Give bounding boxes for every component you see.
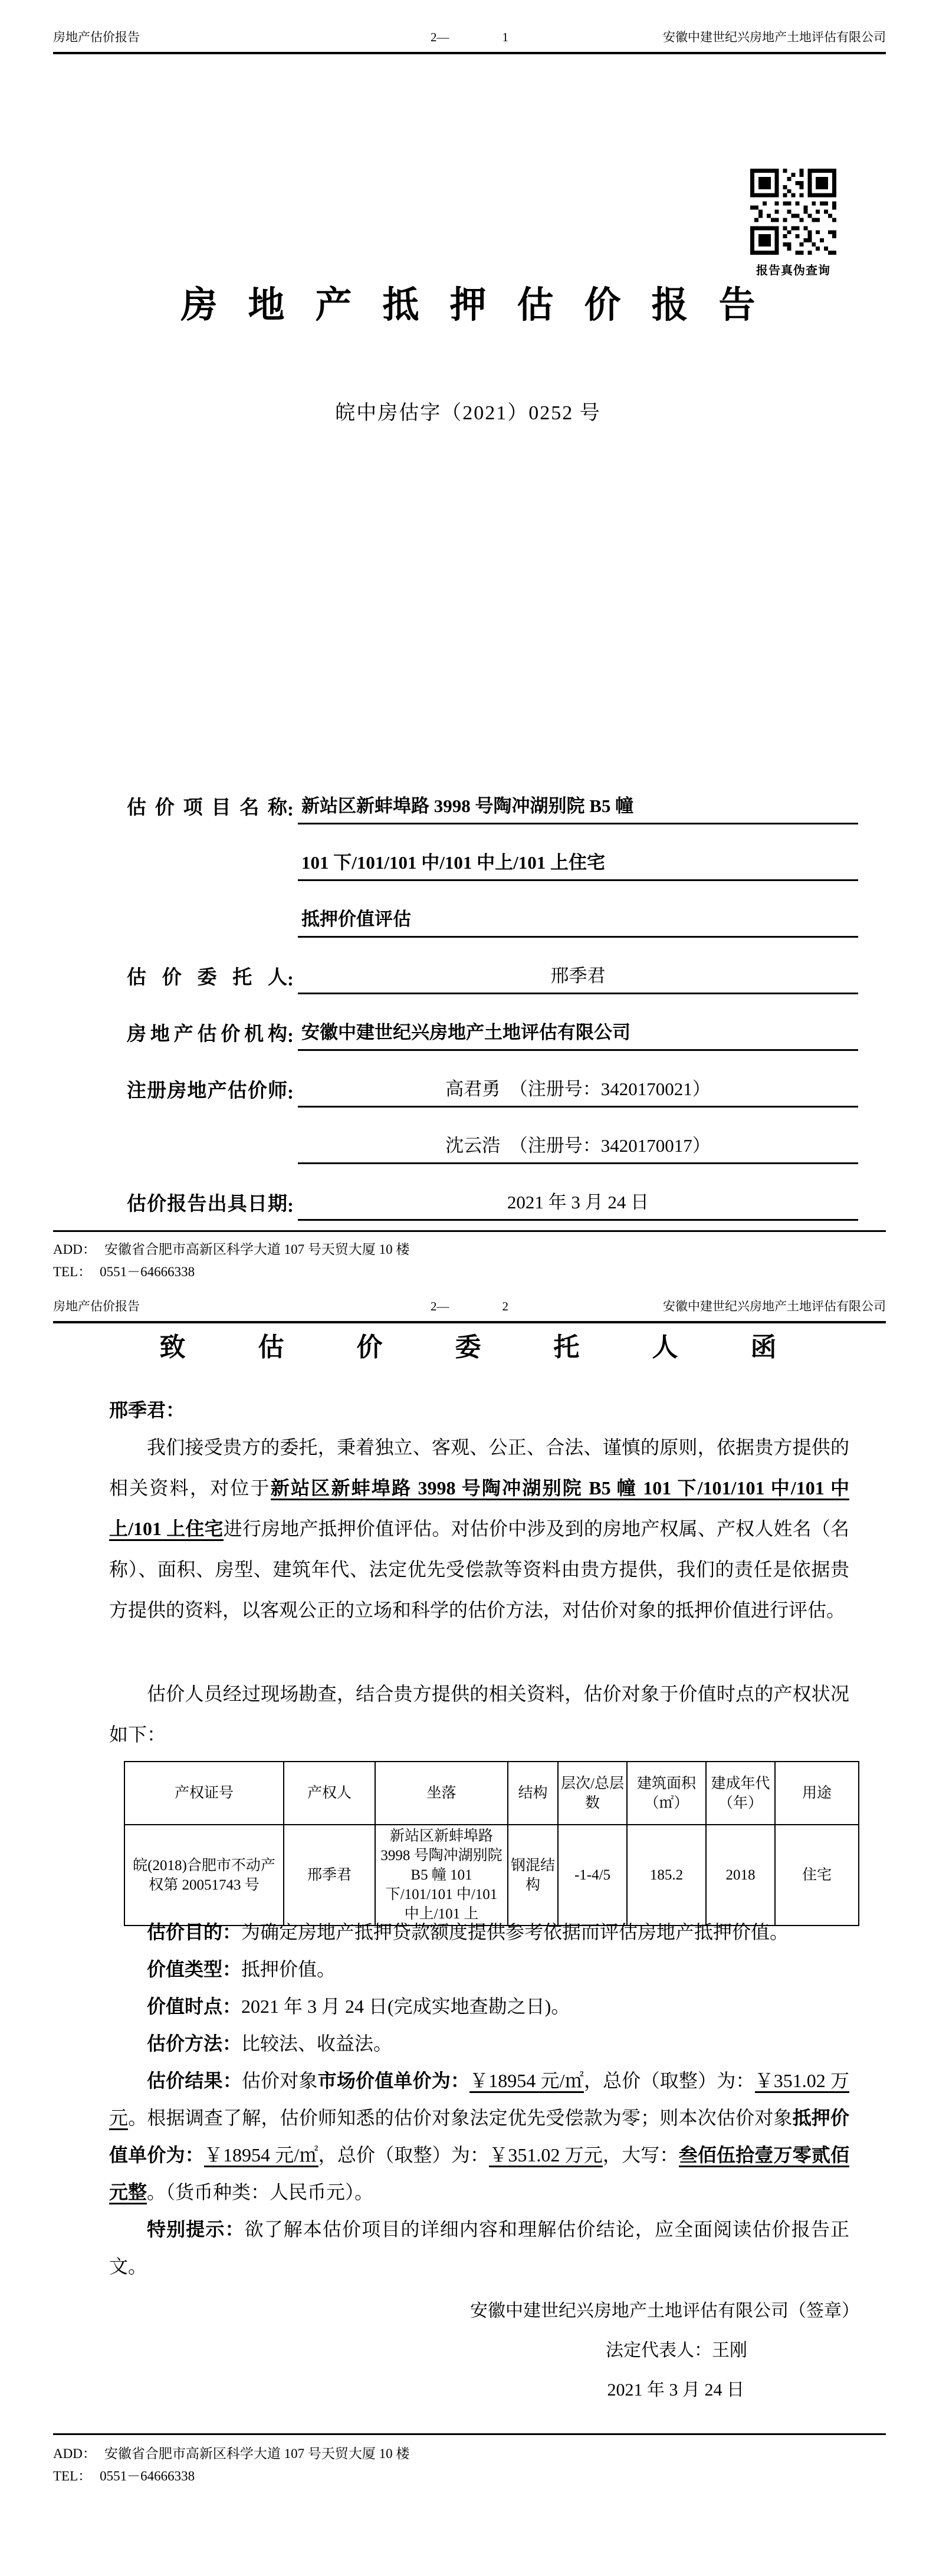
- header-company: 安徽中建世纪兴房地产土地评估有限公司: [663, 30, 886, 44]
- field-project-name-line1: [127, 768, 858, 824]
- field-label: [127, 934, 287, 938]
- field-client: [127, 938, 858, 994]
- letter-salutation: 邢季君：: [109, 1399, 185, 1421]
- col-header-year: 建成年代（年）: [706, 1762, 775, 1825]
- value-type-label: 价值类型：: [147, 1959, 242, 1980]
- header-doc-type: 房地产估价报告: [53, 1299, 140, 1313]
- result-mortgage-unit-price: ￥18954 元/㎡: [204, 2144, 318, 2167]
- cell-year: 2018: [706, 1825, 775, 1926]
- field-project-name-line2: [127, 824, 858, 881]
- field-value: 邢季君: [298, 963, 858, 994]
- field-value: 沈云浩 （注册号：3420170017）: [298, 1133, 858, 1164]
- tel-text: 0551－64666338: [100, 1264, 195, 1279]
- page2-running-header: [53, 1299, 886, 1314]
- result-seg: 。（货币种类：人民币元）。: [147, 2181, 374, 2203]
- footer-address-line: [53, 2443, 886, 2465]
- header-company: 安徽中建世纪兴房地产土地评估有限公司: [663, 1299, 886, 1313]
- address-label: ADD：: [53, 2446, 96, 2461]
- result-seg: ，总价（取整）为：: [583, 2070, 755, 2091]
- header-page-number: [431, 1299, 508, 1314]
- address-text: 安徽省合肥市高新区科学大道 107 号天贸大厦 10 楼: [104, 2446, 410, 2461]
- cell-cert-no: 皖(2018)合肥市不动产权第 20051743 号: [124, 1825, 284, 1926]
- footer-address-line: [53, 1238, 886, 1261]
- page2-footer-rule: [53, 2433, 886, 2435]
- result-seg: ，总价（取整）为：: [318, 2144, 490, 2166]
- field-value: 新站区新蚌埠路 3998 号陶冲湖别院 B5 幢: [298, 793, 858, 824]
- col-header-owner: 产权人: [284, 1762, 375, 1825]
- result-total-price: ￥351.02 万元: [109, 2070, 849, 2130]
- para1-subject-property: 新站区新蚌埠路 3998 号陶冲湖别院 B5 幢 101 下/101/101 中/101 中上/101 上住宅: [109, 1477, 849, 1541]
- field-colon: [287, 934, 298, 938]
- cell-floor: -1-4/5: [558, 1825, 627, 1926]
- tel-label: TEL：: [53, 2469, 92, 2483]
- value-type-text: 抵押价值。: [241, 1959, 336, 1980]
- result-seg: 。根据调查了解，估价师知悉的估价对象法定优先受偿款为零；则本次估价对象: [128, 2107, 793, 2128]
- field-agency: [127, 994, 858, 1051]
- item-method: [109, 2025, 849, 2062]
- qr-caption: 报告真伪查询: [756, 264, 830, 277]
- result-seg-bold: 抵押价值单价为：: [109, 2107, 849, 2166]
- col-header-area: 建筑面积（㎡）: [627, 1762, 706, 1825]
- page2-header-rule: [53, 1321, 886, 1323]
- header-pages-prefix: 2—: [431, 30, 449, 44]
- field-label: 估价报告出具日期: [127, 1194, 287, 1215]
- report-doc-number: 皖中房估字（2021）0252 号: [335, 402, 601, 424]
- value-date-text: 2021 年 3 月 24 日(完成实地查勘之日)。: [241, 1996, 570, 2017]
- result-unit-price: ￥18954 元/㎡: [469, 2070, 584, 2093]
- field-project-name-line3: [127, 881, 858, 938]
- field-value: 抵押价值评估: [298, 906, 858, 938]
- result-amount-capital: 叁佰伍拾壹万零贰佰元整: [109, 2144, 849, 2204]
- page1-footer-rule: [53, 1230, 886, 1232]
- letter-title: 致 估 价 委 托 人 函: [159, 1333, 810, 1362]
- field-colon: [287, 1161, 298, 1164]
- field-colon: [287, 878, 298, 881]
- header-page-number: [431, 29, 508, 45]
- header-page-no: 1: [502, 30, 508, 44]
- signature-block: [53, 2291, 886, 2410]
- field-issue-date: [127, 1164, 858, 1221]
- header-doc-type: 房地产估价报告: [53, 30, 140, 44]
- cover-fields: [127, 768, 858, 1221]
- item-notice: [109, 2211, 849, 2285]
- field-label: 房地产估价机构: [127, 1024, 287, 1045]
- table-header-row: [124, 1762, 859, 1825]
- col-header-structure: 结构: [508, 1762, 558, 1825]
- field-label: 估价项目名称: [127, 797, 287, 819]
- cell-location: 新站区新蚌埠路 3998 号陶冲湖别院 B5 幢 101 下/101/101 中/101 中上/101 上: [375, 1825, 508, 1926]
- col-header-location: 坐落: [375, 1762, 508, 1825]
- item-purpose: [109, 1914, 849, 1951]
- signature-company: 安徽中建世纪兴房地产土地评估有限公司（签章）: [470, 2301, 859, 2321]
- cell-structure: 钢混结构: [508, 1825, 558, 1926]
- page1-header-rule: [53, 52, 886, 54]
- field-colon: :: [287, 1195, 294, 1217]
- signature-date: 2021 年 3 月 24 日: [607, 2380, 744, 2400]
- result-seg: ，大写：: [602, 2144, 679, 2166]
- result-seg-bold: 市场价值单价为：: [317, 2070, 470, 2091]
- address-label: ADD：: [53, 1242, 96, 1257]
- method-text: 比较法、收益法。: [241, 2033, 393, 2054]
- method-label: 估价方法：: [147, 2033, 242, 2054]
- result-mortgage-total-price: ￥351.02 万元: [489, 2144, 603, 2167]
- field-label: 注册房地产估价师: [127, 1080, 287, 1102]
- report-title: 房地产抵押估价报告: [180, 285, 786, 326]
- tel-text: 0551－64666338: [100, 2469, 195, 2483]
- purpose-text: 为确定房地产抵押贷款额度提供参考依据而评估房地产抵押价值。: [241, 1921, 789, 1943]
- letter-paragraph-2: 估价人员经过现场勘查，结合贵方提供的相关资料，估价对象于价值时点的产权状况如下：: [109, 1683, 849, 1745]
- table-data-row: [124, 1825, 859, 1926]
- page2-running-footer: [53, 2443, 886, 2488]
- para1-post: 进行房地产抵押价值评估。对估价中涉及到的房地产权属、产权人姓名（名称）、面积、房型、建筑年代、法定优先受偿款等资料由贵方提供，我们的责任是依据贵方提供的资料，以客观公正的立场和科学的估价方法，对估价对象的抵押价值进行评估。: [109, 1518, 849, 1621]
- address-text: 安徽省合肥市高新区科学大道 107 号天贸大厦 10 楼: [104, 1242, 410, 1257]
- field-value: 高君勇 （注册号：3420170021）: [298, 1076, 858, 1108]
- page1-running-footer: [53, 1238, 886, 1283]
- ownership-table: [124, 1761, 859, 1926]
- item-value-date: [109, 1988, 849, 2025]
- notice-label: 特别提示：: [147, 2219, 245, 2240]
- field-appraiser-1: [127, 1051, 858, 1108]
- header-page-no: 2: [502, 1299, 508, 1313]
- para1-pre: 我们接受贵方的委托，秉着独立、客观、公正、合法、谨慎的原则，依据贵方提供的相关资料，对位于: [109, 1437, 849, 1499]
- item-result: [109, 2062, 849, 2211]
- value-date-label: 价值时点：: [147, 1996, 242, 2017]
- cell-use: 住宅: [775, 1825, 859, 1926]
- field-appraiser-2: [127, 1108, 858, 1164]
- header-pages-prefix: 2—: [431, 1299, 449, 1313]
- page1-running-header: [53, 29, 886, 45]
- field-label: [127, 878, 287, 881]
- cell-area: 185.2: [627, 1825, 706, 1926]
- report-verification-block: [750, 169, 836, 278]
- cell-owner: 邢季君: [284, 1825, 375, 1926]
- field-colon: :: [287, 1026, 294, 1047]
- footer-tel-line: [53, 1261, 886, 1283]
- signature-representative: 法定代表人：王刚: [606, 2341, 747, 2360]
- field-value: 2021 年 3 月 24 日: [298, 1190, 858, 1221]
- field-value: 安徽中建世纪兴房地产土地评估有限公司: [298, 1020, 858, 1051]
- tel-label: TEL：: [53, 1264, 92, 1279]
- col-header-cert-no: 产权证号: [124, 1762, 284, 1825]
- col-header-use: 用途: [775, 1762, 859, 1825]
- purpose-label: 估价目的：: [147, 1921, 242, 1943]
- field-label: [127, 1161, 287, 1164]
- item-value-type: [109, 1951, 849, 1988]
- field-colon: :: [287, 1082, 294, 1103]
- result-label: 估价结果：: [147, 2070, 242, 2091]
- field-label: 估价委托人: [127, 967, 287, 988]
- field-value: 101 下/101/101 中/101 中上/101 上住宅: [298, 850, 858, 881]
- col-header-floor: 层次/总层数: [558, 1762, 627, 1825]
- qr-code: [750, 169, 836, 255]
- field-colon: :: [287, 969, 294, 990]
- result-seg: 估价对象: [241, 2070, 318, 2091]
- field-colon: :: [287, 799, 294, 820]
- letter-paragraph-1: [109, 1427, 849, 1631]
- appraisal-items: [109, 1914, 849, 2285]
- notice-text: 欲了解本估价项目的详细内容和理解估价结论，应全面阅读估价报告正文。: [109, 2219, 849, 2277]
- footer-tel-line: [53, 2465, 886, 2488]
